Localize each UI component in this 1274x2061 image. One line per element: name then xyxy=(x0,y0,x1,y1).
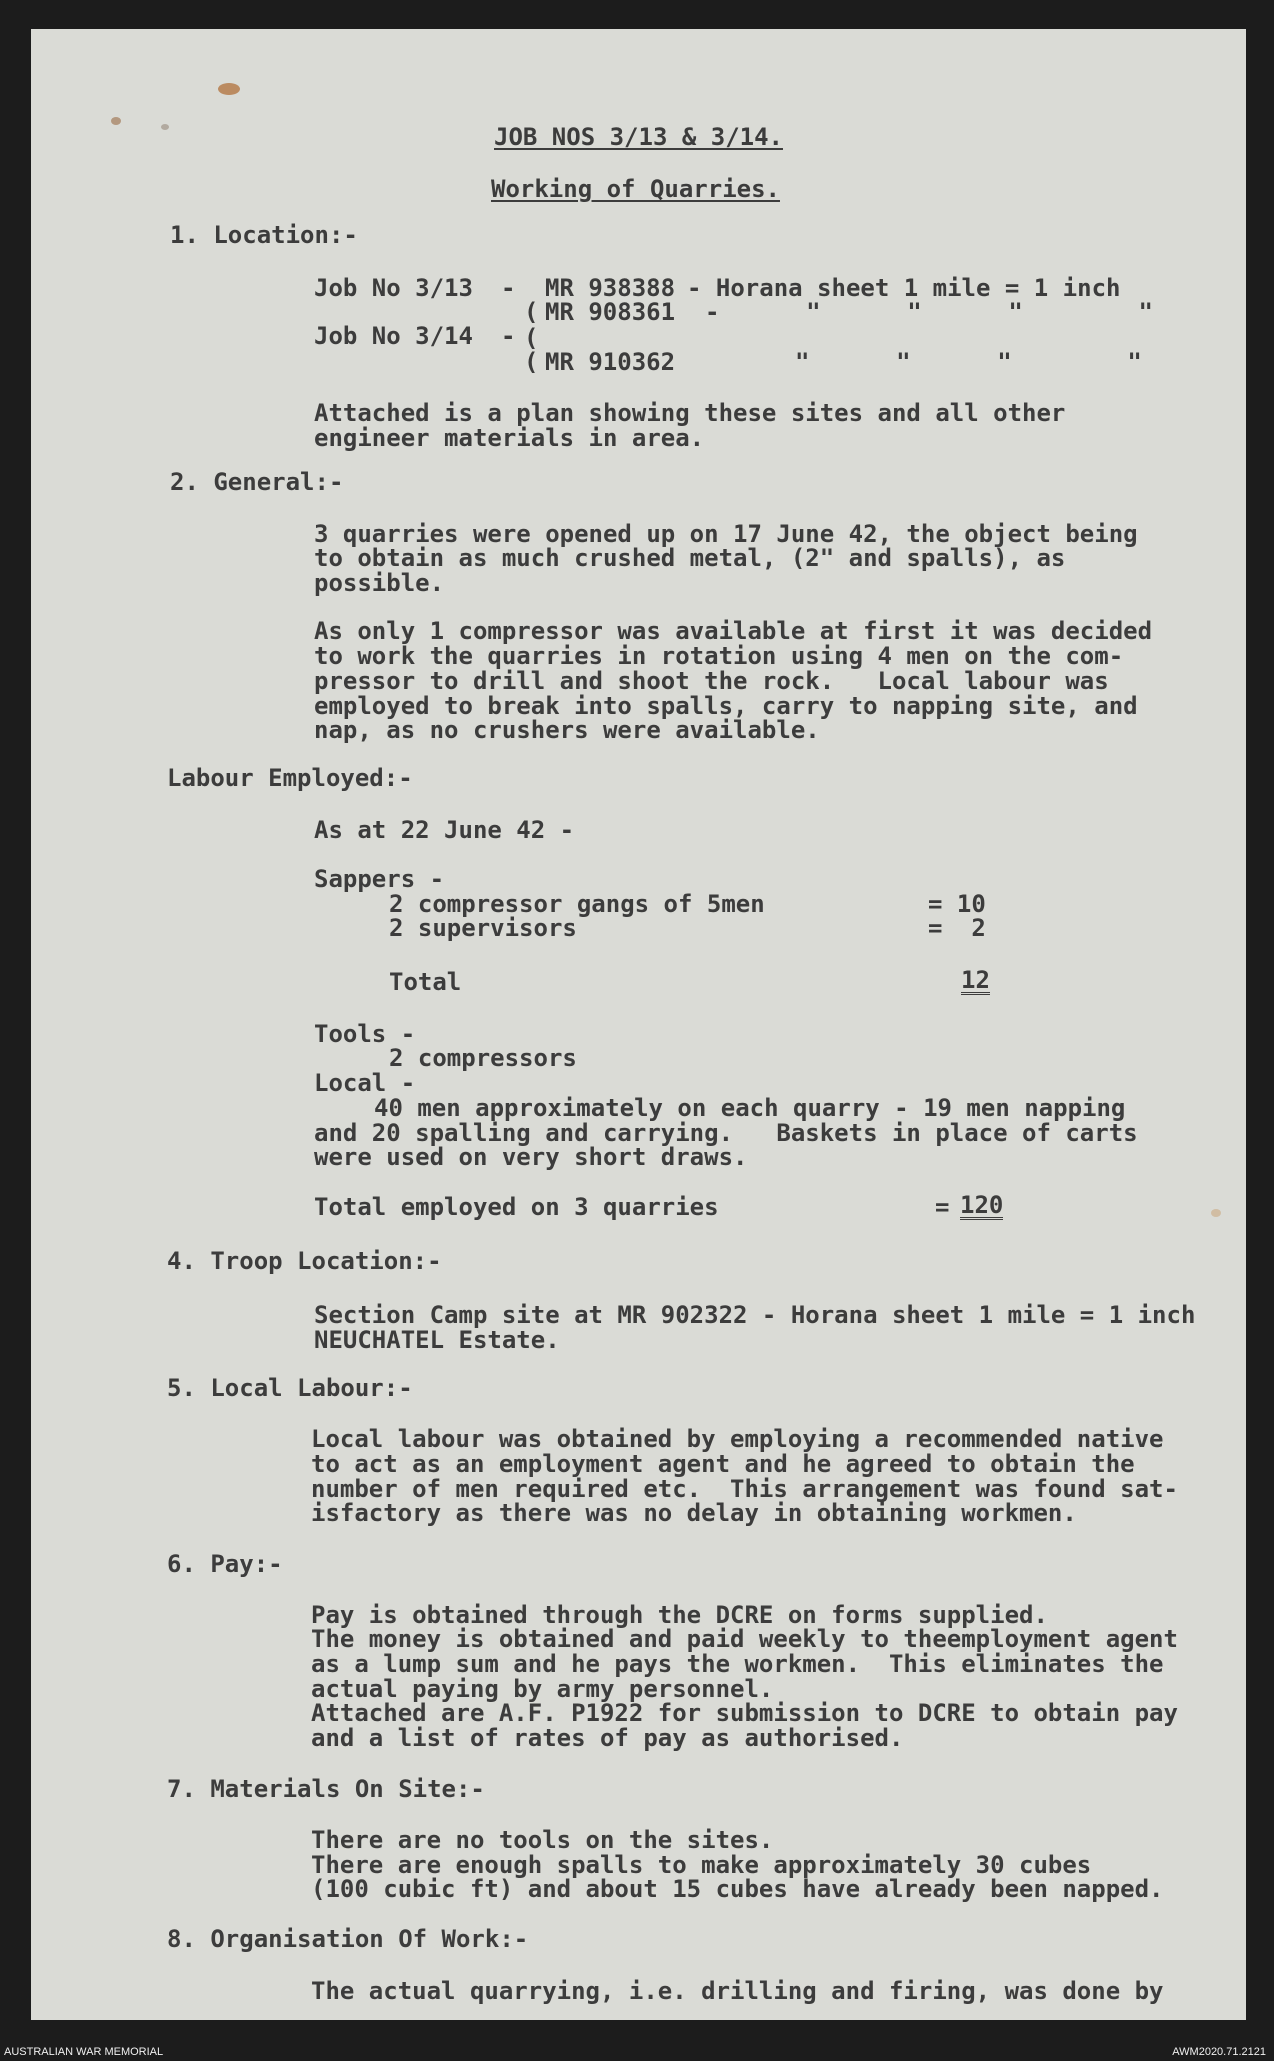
materials-text: There are enough spalls to make approximately 30 cubes xyxy=(311,1851,1092,1879)
pay-text: actual paying by army personnel. xyxy=(311,1675,774,1703)
labour-supervisors-value: = 2 xyxy=(928,914,986,942)
footer-accession-number: AWM2020.71.2121 xyxy=(1172,2046,1266,2058)
general-text: As only 1 compressor was available at first it was decided xyxy=(314,617,1153,645)
section-1-heading: 1. Location:- xyxy=(170,221,358,249)
job2-ditto-b: " " " " xyxy=(795,348,1142,376)
job1-ref: MR 938388 xyxy=(545,274,676,302)
section-4-heading: 4. Troop Location:- xyxy=(167,1247,442,1275)
labour-gangs: 2 compressor gangs of 5men xyxy=(389,890,765,918)
local-labour-text: number of men required etc. This arrangement was found sat- xyxy=(311,1475,1178,1503)
pay-text: as a lump sum and he pays the workmen. This eliminates the xyxy=(311,1650,1164,1678)
local-labour-text: isfactory as there was no delay in obtaining workmen. xyxy=(311,1499,1077,1527)
job2-dash: - xyxy=(501,322,516,350)
labour-gangs-value: = 10 xyxy=(928,890,986,918)
document-subtitle: Working of Quarries. xyxy=(491,175,780,203)
materials-text: (100 cubic ft) and about 15 cubes have already been napped. xyxy=(311,1875,1164,1903)
job1-sheet: - Horana sheet 1 mile = 1 inch xyxy=(687,274,1121,302)
labour-total-label: Total xyxy=(389,968,462,996)
labour-grand-label: Total employed on 3 quarries xyxy=(314,1193,719,1221)
labour-supervisors: 2 supervisors xyxy=(389,914,577,942)
local-labour-text: Local labour was obtained by employing a recommended native xyxy=(311,1425,1164,1453)
footer-institution: AUSTRALIAN WAR MEMORIAL xyxy=(4,2046,164,2058)
general-text: pressor to drill and shoot the rock. Local labour was xyxy=(314,667,1109,695)
job2-brace-top: ( xyxy=(524,298,539,326)
job2-label: Job No 3/14 xyxy=(314,322,473,350)
pay-text: and a list of rates of pay as authorised. xyxy=(311,1724,904,1752)
location-note-line-2: engineer materials in area. xyxy=(314,424,705,452)
rust-stain xyxy=(1211,1209,1221,1217)
labour-local-text: 40 men approximately on each quarry - 19 men napping xyxy=(374,1094,1126,1122)
section-5-heading: 5. Local Labour:- xyxy=(167,1374,413,1402)
job1-dash: - xyxy=(501,274,516,302)
job1-label: Job No 3/13 xyxy=(314,274,473,302)
job2-brace-bot: ( xyxy=(524,348,539,376)
rust-stain xyxy=(111,117,121,125)
labour-local: Local - xyxy=(314,1069,416,1097)
troop-text: NEUCHATEL Estate. xyxy=(314,1326,560,1354)
troop-text: Section Camp site at MR 902322 - Horana sheet 1 mile = 1 inch xyxy=(314,1301,1196,1329)
job2-brace-mid: ( xyxy=(524,324,539,352)
labour-local-text: and 20 spalling and carrying. Baskets in place of carts xyxy=(314,1119,1138,1147)
organisation-text: The actual quarrying, i.e. drilling and firing, was done by xyxy=(311,1977,1164,2005)
labour-as-at: As at 22 June 42 - xyxy=(314,816,575,844)
labour-grand-eq: = xyxy=(935,1193,950,1221)
document-title: JOB NOS 3/13 & 3/14. xyxy=(494,123,783,151)
labour-total-value: 12 xyxy=(961,966,990,994)
general-text: possible. xyxy=(314,569,445,597)
labour-grand-value: 120 xyxy=(960,1191,1004,1219)
labour-tools: Tools - xyxy=(314,1020,416,1048)
general-text: 3 quarries were opened up on 17 June 42, the object being xyxy=(314,520,1138,548)
labour-heading: Labour Employed:- xyxy=(167,764,413,792)
pay-text: Pay is obtained through the DCRE on forms supplied. xyxy=(311,1601,1048,1629)
section-7-heading: 7. Materials On Site:- xyxy=(167,1775,485,1803)
pay-text: The money is obtained and paid weekly to theemployment agent xyxy=(311,1625,1178,1653)
section-6-heading: 6. Pay:- xyxy=(167,1550,283,1578)
local-labour-text: to act as an employment agent and he agreed to obtain the xyxy=(311,1450,1135,1478)
job2-ref-b: MR 910362 xyxy=(545,348,676,376)
materials-text: There are no tools on the sites. xyxy=(311,1826,774,1854)
section-2-heading: 2. General:- xyxy=(170,468,344,496)
archive-footer xyxy=(0,2045,1274,2061)
rust-stain xyxy=(161,124,169,130)
pay-text: Attached are A.F. P1922 for submission to DCRE to obtain pay xyxy=(311,1699,1178,1727)
location-note-line-1: Attached is a plan showing these sites and all other xyxy=(314,399,1066,427)
job2-ditto-a: - " " " " xyxy=(705,298,1153,326)
rust-stain xyxy=(218,83,240,95)
section-8-heading: 8. Organisation Of Work:- xyxy=(167,1925,529,1953)
general-text: to work the quarries in rotation using 4 men on the com- xyxy=(314,642,1124,670)
job2-ref-a: MR 908361 xyxy=(545,298,676,326)
labour-sappers: Sappers - xyxy=(314,865,445,893)
labour-compressors: 2 compressors xyxy=(389,1044,577,1072)
general-text: nap, as no crushers were available. xyxy=(314,716,820,744)
general-text: employed to break into spalls, carry to napping site, and xyxy=(314,692,1138,720)
document-page xyxy=(31,29,1246,2020)
labour-local-text: were used on very short draws. xyxy=(314,1143,748,1171)
general-text: to obtain as much crushed metal, (2" and spalls), as xyxy=(314,544,1066,572)
